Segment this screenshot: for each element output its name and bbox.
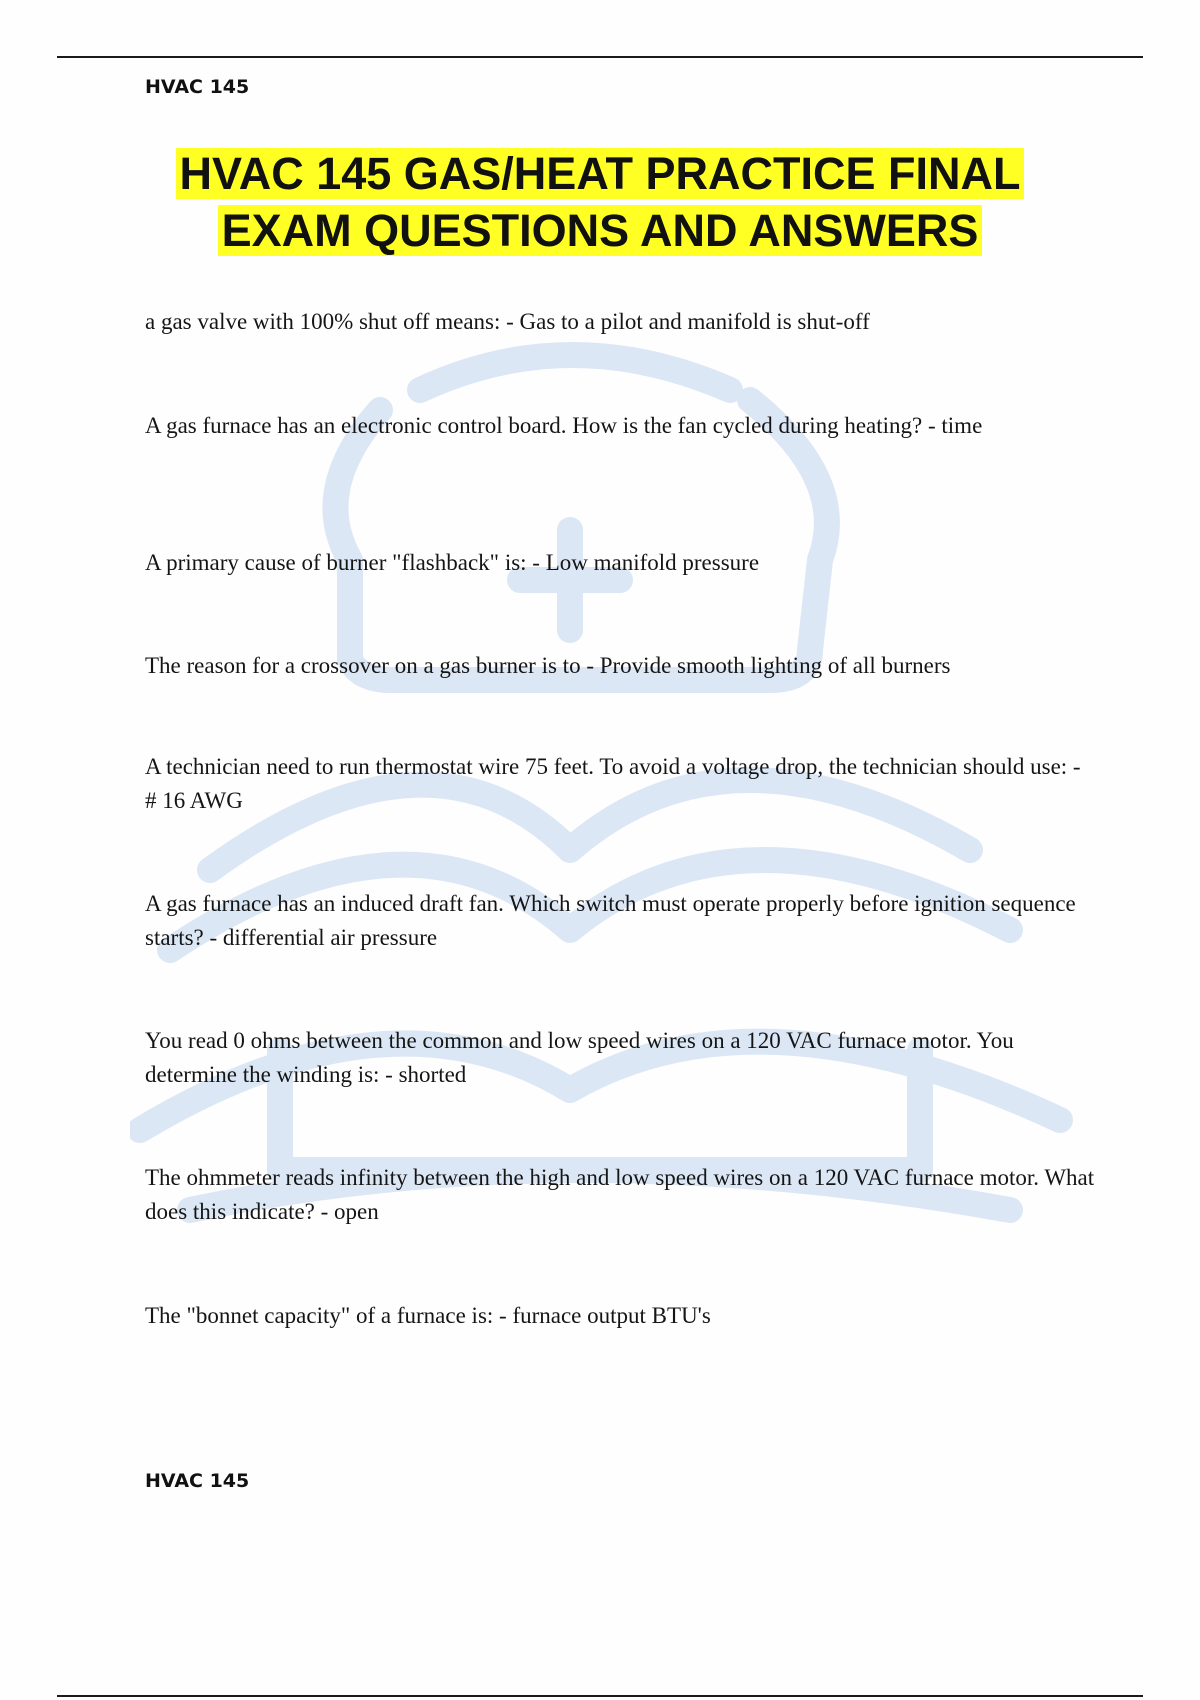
page-title xyxy=(0,145,1200,259)
top-rule xyxy=(57,56,1143,58)
qa-item-8: The ohmmeter reads infinity between the high and low speed wires on a 120 VAC furnace motor. What does this indicate? - open xyxy=(145,1165,1095,1224)
qa-item-9: The "bonnet capacity" of a furnace is: - furnace output BTU's xyxy=(145,1303,711,1328)
header-course-label: HVAC 145 xyxy=(145,76,250,98)
qa-item-1: a gas valve with 100% shut off means: - Gas to a pilot and manifold is shut-off xyxy=(145,309,870,334)
qa-item-4: The reason for a crossover on a gas burner is to - Provide smooth lighting of all burners xyxy=(145,653,951,678)
qa-item-3: A primary cause of burner "flashback" is: - Low manifold pressure xyxy=(145,550,760,575)
qa-item-5: A technician need to run thermostat wire 75 feet. To avoid a voltage drop, the technician should use: - # 16 AWG xyxy=(145,754,1081,813)
footer-course-label: HVAC 145 xyxy=(145,1470,250,1492)
title-line-1: HVAC 145 GAS/HEAT PRACTICE FINAL xyxy=(176,148,1025,199)
qa-item-6: A gas furnace has an induced draft fan. Which switch must operate properly before ignition sequence starts? - differential air pressure xyxy=(145,891,1076,950)
qa-item-2: A gas furnace has an electronic control board. How is the fan cycled during heating? - time xyxy=(145,413,983,438)
qa-item-7: You read 0 ohms between the common and low speed wires on a 120 VAC furnace motor. You determine the winding is: - shorted xyxy=(145,1028,1014,1087)
bottom-rule xyxy=(57,1695,1143,1697)
title-line-2: EXAM QUESTIONS AND ANSWERS xyxy=(218,205,983,256)
